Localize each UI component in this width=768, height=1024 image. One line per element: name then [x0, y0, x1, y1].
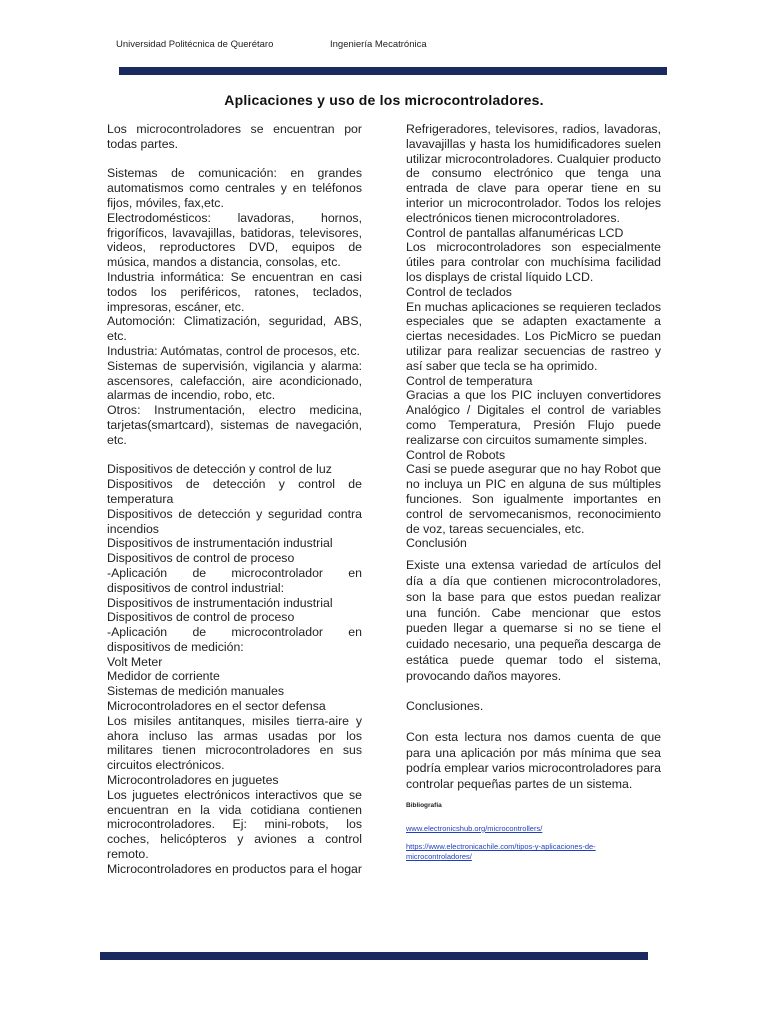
bibliography-link-1[interactable]: www.electronicshub.org/microcontrollers/: [406, 823, 543, 833]
page-header: [116, 39, 676, 53]
spacer: [406, 715, 661, 730]
bibliography-label: Bibliografía: [406, 802, 442, 810]
list-item: Medidor de corriente: [107, 669, 220, 684]
spacer: [107, 152, 362, 167]
paragraph: Electrodomésticos: lavadoras, hornos, frigoríficos, lavavajillas, batidoras, televisores, videos, reproductores DVD, equipos de música, mandos a distancia, consolas, etc.: [107, 210, 362, 270]
paragraph: Los microcontroladores se encuentran por todas partes.: [107, 122, 362, 151]
paragraph: Los juguetes electrónicos interactivos que se encuentran en la vida cotidiana contienen microcontroladores. Ej: mini-robots, los coches, helicópteros y aviones a control remoto.: [107, 787, 362, 862]
list-item: Dispositivos de detección y seguridad contra incendios: [107, 506, 362, 536]
list-item: Sistemas de medición manuales: [107, 684, 285, 699]
spacer: [406, 684, 661, 699]
conclusion-heading: Conclusión: [406, 536, 467, 551]
header-divider-bar: [119, 67, 667, 75]
section-heading: Microcontroladores en productos para el hogar: [107, 861, 362, 876]
spacer: [406, 833, 661, 842]
paragraph: En muchas aplicaciones se requieren teclados especiales que se adapten exactamente a ciertas necesidades. Los PicMicro se puedan utilizar para realizar secuencias de rastreo y así saber que tecla se ha oprimido.: [406, 299, 661, 373]
list-item: Dispositivos de detección y control de luz: [107, 462, 332, 477]
paragraph: Casi se puede asegurar que no hay Robot que no incluya un PIC en alguna de sus múltiples funciones. Son igualmente importantes en control de servomecanismos, reconocimiento de voz, tareas secuenciales, etc.: [406, 462, 661, 536]
spacer: [406, 814, 661, 824]
spacer: [406, 551, 661, 558]
list-item: -Aplicación de microcontrolador en dispositivos de control industrial:: [107, 565, 362, 595]
list-item: Dispositivos de detección y control de temperatura: [107, 477, 362, 506]
section-heading: Control de temperatura: [406, 373, 533, 388]
section-heading: Microcontroladores en el sector defensa: [107, 699, 326, 714]
spacer: [107, 448, 362, 463]
paragraph: Sistemas de supervisión, vigilancia y alarma: ascensores, calefacción, aire acondicionado, alarmas de incendio, robo, etc.: [107, 358, 362, 403]
paragraph: Automoción: Climatización, seguridad, ABS, etc.: [107, 314, 362, 344]
conclusions-heading: Conclusiones.: [406, 699, 484, 714]
paragraph: Industria: Autómatas, control de procesos, etc.: [107, 343, 360, 358]
section-heading: Control de teclados: [406, 284, 512, 299]
paragraph: Gracias a que los PIC incluyen convertidores Analógico / Digitales el control de variables como Temperatura, Presión Flujo puede realizarse con circuitos sumamente simples.: [406, 388, 661, 447]
conclusion-paragraph: Existe una extensa variedad de artículos del día a día que contienen microcontroladores, son la base para que estos puedan realizar una función. Cabe mencionar que estos pueden llegar a quemarse si no se tiene el cuidado necesario, una pequeña descarga de estática puede quemar todo el sistema, provocando daños mayores.: [406, 558, 661, 683]
right-column: [406, 122, 661, 861]
document-title: Aplicaciones y uso de los microcontroladores.: [224, 92, 544, 108]
final-paragraph: Con esta lectura nos damos cuenta de que para una aplicación por más mínima que sea podría emplear varios microcontroladores para controlar pequeñas partes de un sistema.: [406, 729, 661, 792]
program-name: Ingeniería Mecatrónica: [330, 39, 427, 50]
bibliography-link-2[interactable]: https://www.electronicachile.com/tipos-y-aplicaciones-de-microcontroladores/: [406, 842, 596, 861]
paragraph: Refrigeradores, televisores, radios, lavadoras, lavavajillas y hasta los humidificadores suelen utilizar microcontroladores. Cualquier producto de consumo electrónico que tenga una entrada de clave para operar tiene en su interior un microcontrolador. Todos los relojes electrónicos tienen microcontroladores.: [406, 122, 661, 225]
list-item: Dispositivos de instrumentación industrial: [107, 536, 333, 551]
section-heading: Control de pantallas alfanuméricas LCD: [406, 225, 624, 240]
paragraph: Los misiles antitanques, misiles tierra-aire y ahora incluso las armas usadas por los militares tienen microcontroladores en sus circuitos electrónicos.: [107, 713, 362, 773]
section-heading: Microcontroladores en juguetes: [107, 773, 279, 788]
list-item: -Aplicación de microcontrolador en dispositivos de medición:: [107, 625, 362, 654]
paragraph: Sistemas de comunicación: en grandes automatismos como centrales y en teléfonos fijos, móviles, fax,etc.: [107, 166, 362, 210]
list-item: Dispositivos de control de proceso: [107, 551, 295, 566]
list-item: Dispositivos de instrumentación industrial: [107, 595, 333, 610]
paragraph: Otros: Instrumentación, electro medicina, tarjetas(smartcard), sistemas de navegación, etc.: [107, 403, 362, 447]
paragraph: Los microcontroladores son especialmente útiles para controlar con muchísima facilidad los displays de cristal líquido LCD.: [406, 240, 661, 284]
list-item: Volt Meter: [107, 654, 163, 669]
university-name: Universidad Politécnica de Querétaro: [116, 39, 274, 50]
left-column: [107, 122, 362, 877]
section-heading: Control de Robots: [406, 447, 506, 462]
footer-divider-bar: [100, 952, 648, 960]
list-item: Dispositivos de control de proceso: [107, 610, 295, 625]
conclusion-section: [406, 551, 661, 793]
paragraph: Industria informática: Se encuentran en casi todos los periféricos, ratones, teclados, impresoras, escáner, etc.: [107, 269, 362, 314]
